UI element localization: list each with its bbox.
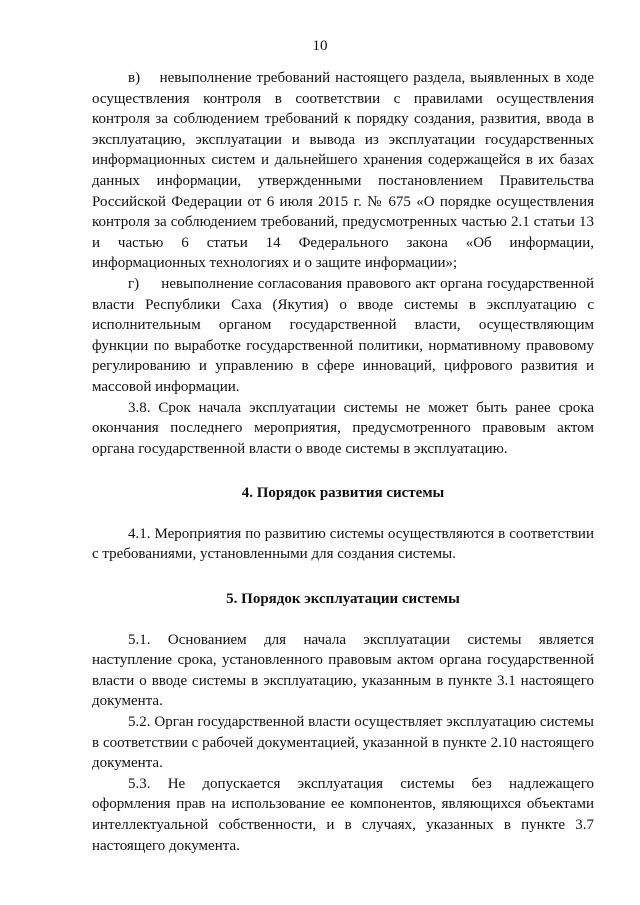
paragraph-item-g: г) невыполнение согласования правового акт органа государственной власти Республики Саха (Якутия) о вводе системы в эксплуатацию с исполнительным органом государственной власти, осуществляющим функции по выработке государственной политики, нормативному правовому регулированию и управлению в сфере инноваций, цифрового развития и массовой информации.: [92, 275, 594, 395]
paragraph-5-3: 5.3. Не допускается эксплуатация системы без надлежащего оформления прав на использование ее компонентов, являющихся объектами интеллектуальной собственности, и в случаях, указанных в пункте 3.7 настоящего документа.: [92, 775, 594, 854]
paragraph-5-1: 5.1. Основанием для начала эксплуатации системы является наступление срока, установленного правовым актом органа государственной власти о вводе системы в эксплуатацию, указанным в пункте 3.1 настоящего документа.: [92, 631, 594, 710]
section-4-heading: 4. Порядок развития системы: [241, 485, 445, 502]
section-5-heading: 5. Порядок эксплуатации системы: [226, 591, 460, 608]
page-number: 10: [312, 38, 328, 54]
paragraph-item-v: в) невыполнение требований настоящего раздела, выявленных в ходе осуществления контроля в соответствии с правилами осуществления контроля за соблюдением требований к порядку создания, развития, ввода в эксплуатацию, эксплуатации и вывода из эксплуатации государственных информационных систем и дальнейшего хранения содержащейся в их базах данных информации, утвержденными постановлением Правительства Российской Федерации от 6 июля 2015 г. № 675 «О порядке осуществления контроля за соблюдением требований, предусмотренных частью 2.1 статьи 13 и частью 6 статьи 14 Федерального закона «Об информации, информационных технологиях и о защите информации»;: [92, 70, 594, 272]
paragraph-5-2: 5.2. Орган государственной власти осуществляет эксплуатацию системы в соответствии с рабочей документацией, указанной в пункте 2.10 настоящего документа.: [92, 714, 594, 772]
document-body: [92, 68, 594, 856]
paragraph-3-8: 3.8. Срок начала эксплуатации системы не может быть ранее срока окончания последнего мероприятия, предусмотренного правовым актом органа государственной власти о вводе системы в эксплуатацию.: [92, 399, 594, 457]
paragraph-4-1: 4.1. Мероприятия по развитию системы осуществляются в соответствии с требованиями, установленными для создания системы.: [92, 525, 594, 563]
